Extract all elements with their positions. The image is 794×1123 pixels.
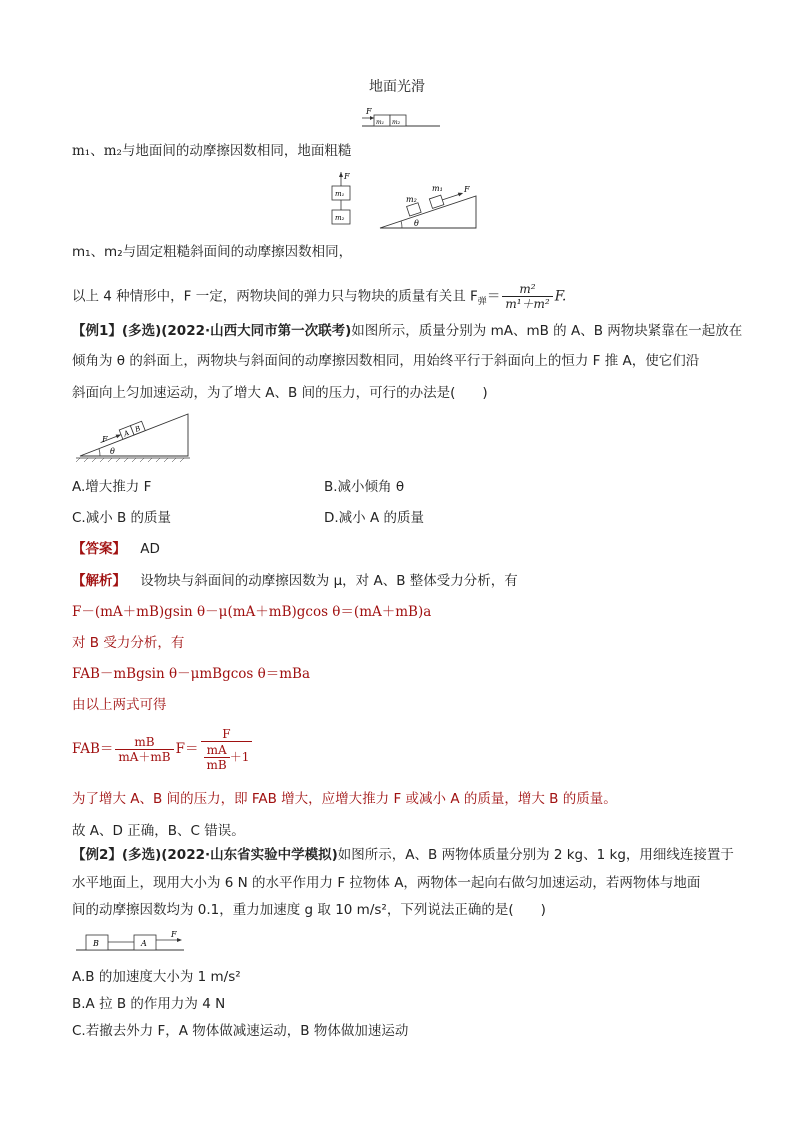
text-b-analysis: 对 B 受力分析，有 xyxy=(72,635,185,651)
example1-option-a: A.增大推力 F xyxy=(72,479,152,495)
final-line: 故 A、D 正确，B、C 错误。 xyxy=(72,823,245,839)
example2-line1-text: 如图所示，A、B 两物体质量分别为 2 kg、1 kg，用细线连接置于 xyxy=(337,847,734,863)
summary-eq: ＝ xyxy=(486,288,501,305)
fig4-force-label: F xyxy=(102,435,108,444)
example1-line1-text: 如图所示，质量分别为 mA、mB 的 A、B 两物块紧靠在一起放在 xyxy=(351,323,743,339)
eq3-den: mA＋mB xyxy=(118,750,171,764)
example2-option-a: A.B 的加速度大小为 1 m/s² xyxy=(72,969,241,985)
section-title-smooth: 地面光滑 xyxy=(369,79,425,95)
summary-fraction xyxy=(502,282,552,311)
fig5-b-label: B xyxy=(93,939,99,948)
example2-option-c: C.若撤去外力 F，A 物体做减速运动，B 物体做加速运动 xyxy=(72,1023,409,1039)
example2-tag: 【例2】(多选)(2022·山东省实验中学模拟) xyxy=(72,847,338,863)
fig3-force-label: F xyxy=(464,185,470,194)
fig4-b-label: B xyxy=(133,424,142,434)
equation-1: F－(mA＋mB)gsin θ－μ(mA＋mB)gcos θ＝(mA＋mB)a xyxy=(72,604,432,620)
text-combine: 由以上两式可得 xyxy=(72,697,167,713)
fig1-force-label: F xyxy=(366,107,372,116)
eq3-inner-num: mA xyxy=(204,743,230,758)
fig4-theta-label: θ xyxy=(110,447,115,456)
fig3-m2-label: m₂ xyxy=(406,195,417,204)
summary-prefix: 以上 4 种情形中，F 一定，两物块间的弹力只与物块的质量有关且 F xyxy=(72,288,478,305)
analysis-label: 【解析】 xyxy=(72,573,126,589)
summary-frac-den: m¹＋m² xyxy=(505,297,550,311)
summary-suffix: F. xyxy=(554,288,567,305)
answer-value: AD xyxy=(140,541,160,557)
fig2-force-label: F xyxy=(344,172,350,181)
fig1-m1-label: m₁ xyxy=(376,119,385,126)
eq3-inner-fraction xyxy=(204,743,230,772)
equation-2: FAB－mBgsin θ－μmBgcos θ＝mBa xyxy=(72,666,311,682)
figure-vertical-blocks xyxy=(330,170,352,228)
analysis-text: 设物块与斜面间的动摩擦因数为 μ，对 A、B 整体受力分析，有 xyxy=(140,573,518,589)
figure-incline-two-blocks xyxy=(378,180,480,232)
eq3-left: FAB＝ xyxy=(72,741,114,757)
example1-option-c: C.减小 B 的质量 xyxy=(72,510,172,526)
answer-label: 【答案】 xyxy=(72,541,126,557)
fig3-m1-label: m₁ xyxy=(432,184,443,193)
example2-line2: 水平地面上，现用大小为 6 N 的水平作用力 F 拉物体 A，两物体一起向右做匀加速运动，若两物体与地面 xyxy=(72,875,701,891)
example1-tag: 【例1】(多选)(2022·山西大同市第一次联考) xyxy=(72,323,352,339)
figure-smooth-ground xyxy=(360,104,442,130)
example2-line3: 间的动摩擦因数均为 0.1，重力加速度 g 取 10 m/s²，下列说法正确的是( ) xyxy=(72,902,546,918)
conclusion-line: 为了增大 A、B 间的压力，即 FAB 增大，应增大推力 F 或减小 A 的质量，增大 B 的质量。 xyxy=(72,791,617,807)
eq3-den2 xyxy=(201,742,253,772)
equation-3 xyxy=(72,722,254,776)
text-rough-incline: m₁、m₂与固定粗糙斜面间的动摩擦因数相同， xyxy=(72,244,353,260)
example1-line3: 斜面向上匀加速运动，为了增大 A、B 间的压力，可行的办法是( ) xyxy=(72,385,488,401)
fig4-a-label: A xyxy=(122,428,131,439)
summary-sub: 弹 xyxy=(477,297,487,308)
example1-line1 xyxy=(72,322,742,340)
fig1-m2-label: m₂ xyxy=(392,119,401,126)
text-rough-ground: m₁、m₂与地面间的动摩擦因数相同，地面粗糙 xyxy=(72,143,352,159)
eq3-fraction-1 xyxy=(115,735,173,764)
eq3-fraction-2 xyxy=(201,727,253,772)
example1-option-b: B.减小倾角 θ xyxy=(324,479,405,495)
figure-example1-incline xyxy=(76,406,192,464)
eq3-inner-tail: ＋1 xyxy=(229,750,250,764)
fig3-theta-label: θ xyxy=(414,219,419,228)
example2-option-b: B.A 拉 B 的作用力为 4 N xyxy=(72,996,226,1012)
fig2-m1-label: m₁ xyxy=(335,190,345,198)
summary-frac-num: m² xyxy=(502,282,552,297)
fig2-m2-label: m₂ xyxy=(335,214,345,222)
example1-answer-line xyxy=(72,540,160,558)
example1-analysis-line xyxy=(72,572,518,590)
example2-line1 xyxy=(72,846,734,864)
fig5-force-label: F xyxy=(171,930,177,939)
example1-line2: 倾角为 θ 的斜面上，两物块与斜面间的动摩擦因数相同，用始终平行于斜面向上的恒力 F 推 A，使它们沿 xyxy=(72,353,700,369)
eq3-num: mB xyxy=(115,735,173,750)
eq3-inner-den: mB xyxy=(206,758,227,772)
figure-example2-blocks xyxy=(76,928,188,954)
summary-line xyxy=(72,282,566,311)
eq3-num2: F xyxy=(201,727,253,742)
example1-option-d: D.减小 A 的质量 xyxy=(324,510,425,526)
eq3-mid: F＝ xyxy=(175,741,199,757)
fig5-a-label: A xyxy=(141,939,147,948)
